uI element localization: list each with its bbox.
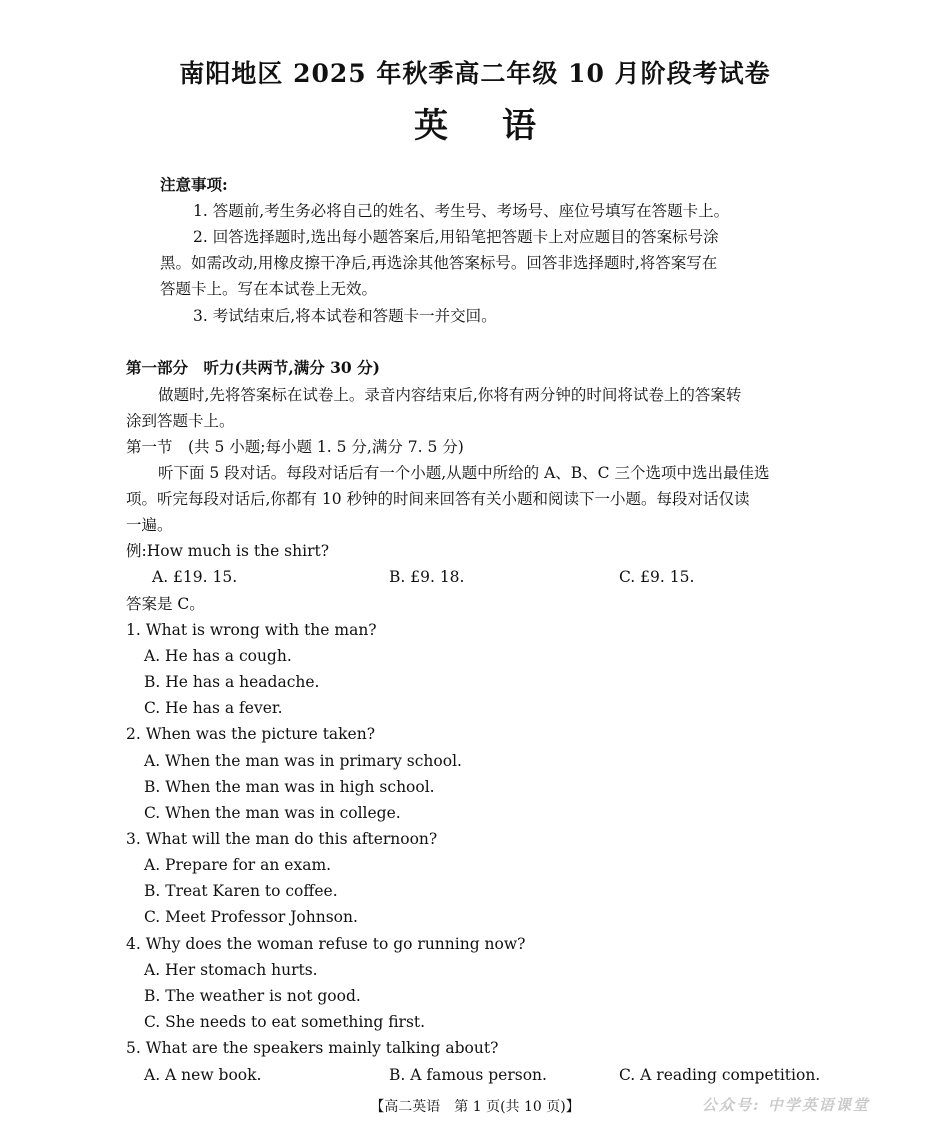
page-footer: 【高二英语 第 1 页(共 10 页)】	[370, 1099, 580, 1115]
subject-title: 英语	[414, 106, 590, 146]
question-2-option-c: C. When the man was in college.	[144, 804, 401, 822]
question-3: 3. What will the man do this afternoon?	[126, 830, 438, 848]
question-1-option-c: C. He has a fever.	[144, 699, 283, 717]
question-1-option-b: B. He has a headache.	[144, 673, 320, 691]
watermark: 公众号: 中学英语课堂	[702, 1096, 870, 1114]
example-option-b: B. £9. 18.	[389, 568, 465, 586]
part1-intro-line-1: 做题时,先将答案标在试卷上。录音内容结束后,你将有两分钟的时间将试卷上的答案转	[158, 386, 742, 404]
question-1: 1. What is wrong with the man?	[126, 621, 377, 639]
example-option-c: C. £9. 15.	[619, 568, 695, 586]
notice-item-2-line-3: 答题卡上。写在本试卷上无效。	[160, 280, 378, 298]
question-5-option-c: C. A reading competition.	[619, 1066, 821, 1084]
question-2-option-a: A. When the man was in primary school.	[144, 752, 462, 770]
example-option-a: A. £19. 15.	[152, 568, 238, 586]
question-3-option-c: C. Meet Professor Johnson.	[144, 908, 358, 926]
question-5-option-a: A. A new book.	[144, 1066, 262, 1084]
section1-title: 第一节 (共 5 小题;每小题 1. 5 分,满分 7. 5 分)	[126, 438, 464, 456]
question-3-option-a: A. Prepare for an exam.	[144, 856, 332, 874]
section1-line-2: 项。听完每段对话后,你都有 10 秒钟的时间来回答有关小题和阅读下一小题。每段对话仅读	[126, 490, 750, 508]
question-4-option-b: B. The weather is not good.	[144, 987, 361, 1005]
question-2: 2. When was the picture taken?	[126, 725, 376, 743]
question-5: 5. What are the speakers mainly talking about?	[126, 1039, 499, 1057]
question-3-option-b: B. Treat Karen to coffee.	[144, 882, 338, 900]
example-question: 例:How much is the shirt?	[126, 542, 330, 560]
question-4: 4. Why does the woman refuse to go running now?	[126, 935, 526, 953]
notice-item-3: 3. 考试结束后,将本试卷和答题卡一并交回。	[193, 307, 497, 325]
section1-line-3: 一遍。	[126, 516, 173, 534]
notice-item-2-line-2: 黑。如需改动,用橡皮擦干净后,再选涂其他答案标号。回答非选择题时,将答案写在	[160, 254, 718, 272]
question-1-option-a: A. He has a cough.	[144, 647, 292, 665]
exam-title: 南阳地区 2025 年秋季高二年级 10 月阶段考试卷	[179, 59, 771, 88]
part1-title: 第一部分 听力(共两节,满分 30 分)	[126, 358, 380, 377]
section1-line-1: 听下面 5 段对话。每段对话后有一个小题,从题中所给的 A、B、C 三个选项中选出最佳选	[158, 464, 770, 482]
question-5-option-b: B. A famous person.	[389, 1066, 547, 1084]
notice-item-1: 1. 答题前,考生务必将自己的姓名、考生号、考场号、座位号填写在答题卡上。	[193, 202, 730, 220]
example-answer: 答案是 C。	[126, 595, 205, 613]
notice-heading: 注意事项:	[160, 175, 228, 194]
notice-item-2-line-1: 2. 回答选择题时,选出每小题答案后,用铅笔把答题卡上对应题目的答案标号涂	[193, 228, 719, 246]
question-4-option-a: A. Her stomach hurts.	[144, 961, 318, 979]
question-2-option-b: B. When the man was in high school.	[144, 778, 435, 796]
part1-intro-line-2: 涂到答题卡上。	[126, 412, 235, 430]
question-4-option-c: C. She needs to eat something first.	[144, 1013, 426, 1031]
